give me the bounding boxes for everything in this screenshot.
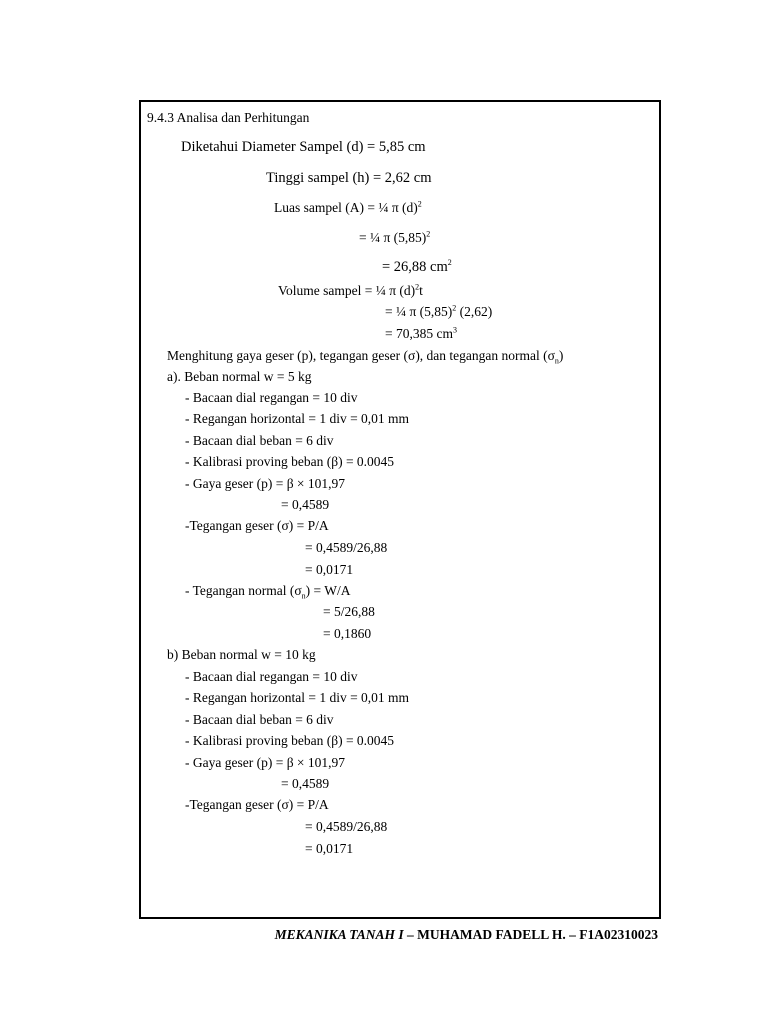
area-step-exponent: 2 [426,229,431,239]
case-b-dial-load: - Bacaan dial beban = 6 div [185,712,334,727]
page-footer [275,927,658,943]
area-step-text: = ¼ π (5,85) [359,230,427,245]
case-a-shear-force: - Gaya geser (p) = β × 101,97 [185,476,346,491]
volume-exponent: 2 [415,282,420,292]
volume-step-text: = ¼ π (5,85) [385,304,453,319]
case-a-heading: a). Beban normal w = 5 kg [167,369,312,384]
area-result-exponent: 2 [447,258,452,268]
case-b-shear-stress-step: = 0,4589/26,88 [305,819,388,834]
volume-step-exponent: 2 [452,303,457,313]
diameter-line: Diketahui Diameter Sampel (d) = 5,85 cm [181,139,426,155]
volume-result-text: = 70,385 cm [385,326,453,341]
height-line: Tinggi sampel (h) = 2,62 cm [266,170,432,186]
footer-author: – MUHAMAD FADELL H. – F1A02310023 [403,927,658,942]
volume-step [385,304,492,320]
volume-step-height: (2,62) [456,304,493,319]
volume-label: Volume sampel = ¼ π (d) [278,283,416,298]
volume-t: t [419,283,423,298]
volume-formula [278,283,423,299]
case-b-shear-force-result: = 0,4589 [281,776,330,791]
case-b-calibration: - Kalibrasi proving beban (β) = 0.0045 [185,733,395,748]
case-a-horizontal-strain: - Regangan horizontal = 1 div = 0,01 mm [185,411,410,426]
intro-line [167,348,563,364]
case-a-normal-stress-result: = 0,1860 [323,626,372,641]
case-a-normal-stress-subscript: n [301,591,306,601]
case-b-dial-strain: - Bacaan dial regangan = 10 div [185,669,358,684]
case-b-heading: b) Beban normal w = 10 kg [167,647,316,662]
case-a-shear-stress-step: = 0,4589/26,88 [305,540,388,555]
footer-course: MEKANIKA TANAH I [274,927,404,942]
area-label: Luas sampel (A) = ¼ π (d) [274,200,418,215]
case-a-dial-load: - Bacaan dial beban = 6 div [185,433,334,448]
section-title: 9.4.3 Analisa dan Perhitungan [147,110,310,125]
case-a-normal-stress-formula: ) = W/A [305,583,351,598]
case-a-shear-stress-result: = 0,0171 [305,562,354,577]
case-a-shear-stress: -Tegangan geser (σ) = P/A [185,518,329,533]
area-exponent: 2 [417,199,422,209]
intro-subscript: n [554,356,559,366]
volume-result [385,326,457,342]
case-a-shear-force-result: = 0,4589 [281,497,330,512]
area-formula [274,200,422,216]
area-result [382,259,452,275]
volume-result-exponent: 3 [452,325,457,335]
case-a-normal-stress-step: = 5/26,88 [323,604,375,619]
case-a-normal-stress-text: - Tegangan normal (σ [185,583,302,598]
case-b-shear-stress-result: = 0,0171 [305,841,354,856]
case-a-dial-strain: - Bacaan dial regangan = 10 div [185,390,358,405]
case-a-normal-stress [185,583,351,599]
intro-text: Menghitung gaya geser (p), tegangan geser (σ), dan tegangan normal (σ [167,348,555,363]
area-result-text: = 26,88 cm [382,259,448,275]
intro-close: ) [558,348,564,363]
case-b-shear-stress: -Tegangan geser (σ) = P/A [185,797,329,812]
area-step [359,230,430,246]
case-b-shear-force: - Gaya geser (p) = β × 101,97 [185,755,346,770]
case-b-horizontal-strain: - Regangan horizontal = 1 div = 0,01 mm [185,690,410,705]
case-a-calibration: - Kalibrasi proving beban (β) = 0.0045 [185,454,395,469]
